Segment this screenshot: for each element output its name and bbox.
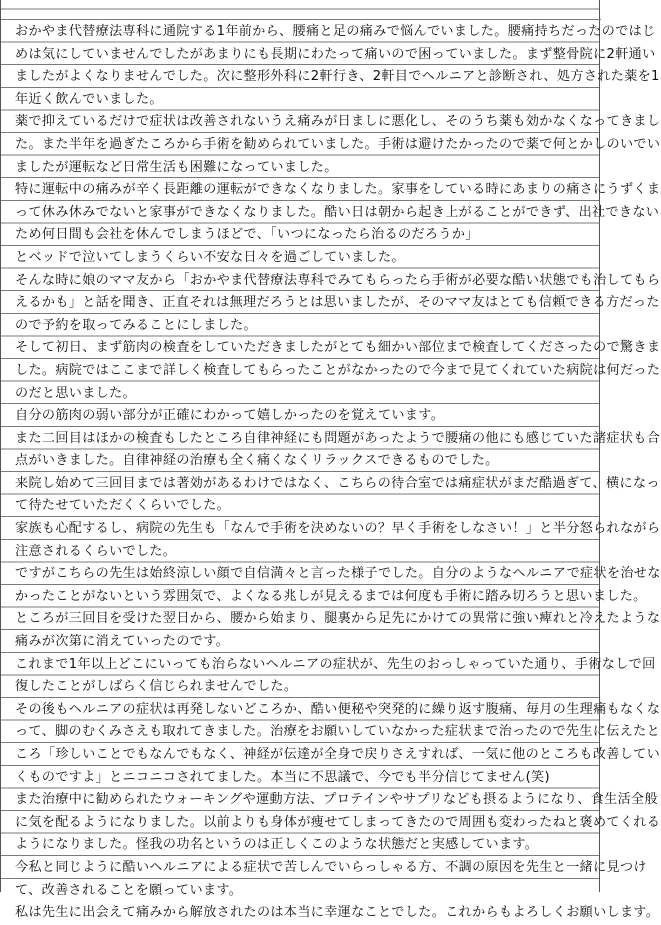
letter-line: めは気にしていませんでしたがあまりにも長期にわたって痛いので困っていました。まず整骨院に2軒通い [15,46,656,62]
letter-line: 注意されるくらいでした。 [15,543,177,559]
letter-line: のだと思いました。 [15,385,136,401]
letter-line: また二回目はほかの検査もしたところ自律神経にも問題があったようで腰痛の他にも感じていた諸症状も合 [15,430,661,446]
letter-line: 自分の筋肉の弱い部分が正確にわかって嬉しかったのを覚えています。 [15,408,445,424]
letter-line: また治療中に勧められたウォーキングや運動方法、プロテインやサプリなども摂るようになり、食生活全般 [15,792,658,808]
letter-line: って休み休みでないと家事ができなくなりました。酷い日は朝から起き上がることができず、出社できない [15,204,660,220]
letter-line: 薬で抑えているだけで症状は改善されないうえ痛みが日ましに悪化し、そのうち薬も効かなくなってきまし [15,114,661,130]
letter-line: えるかも」と話を聞き、正直それは無理だろうとは思いましたが、そのママ友はとても信頼できる方だった [15,295,660,311]
letter-line: ころ「珍しいことでもなんでもなく、神経が伝達が全身で戻りさえすれば、一気に他のところも改善してい [15,747,661,762]
letter-line: て待たせていただくくらいでした。 [15,498,231,514]
letter-line: に気を配るようになりました。以前よりも身体が痩せてしまってきたので周囲も変わったねと褒めてくれる [15,814,661,830]
letter-line: 復したことがしばらく信じられませんでした。 [15,679,298,695]
letter-line: ところが三回目を受けた翌日から、腰から始まり、腿裏から足先にかけての異常に強い痺れと冷えたような [15,611,661,627]
letter-line: ため何日間も会社を休んでしまうほどで、「いつになったら治るのだろうか」 [15,227,479,243]
letter-line: 家族も心配するし、病院の先生も「なんで手術を決めないの？早く手術をしなさい！」と半分怒られながら [15,521,661,537]
letter-line: 来院し始めて三回目までは著効があるわけではなく、こちらの待合室では痛症状がまだ酷過ぎて、横になっ [15,475,660,491]
letter-line: そんな時に娘のママ友から「おかやま代替療法専科でみてもらったら手術が必要な酷い状態でも治してもら [15,272,661,288]
letter-line: これまで1年以上どこにいっても治らないヘルニアの症状が、先生のおっしゃっていた通り、手術なしで回 [15,656,656,672]
letter-line: 私は先生に出会えて痛みから解放されたのは本当に幸運なことでした。これからもよろしくお願いします。 [15,905,660,921]
testimonial-letter [15,19,661,923]
letter-line: とベッドで泣いてしまうくらい不安な日々を過ごしていました。 [15,249,405,265]
letter-line: 特に運転中の痛みが辛く長距離の運転ができなくなりました。家事をしている時にあまりの痛さにうずくま [15,182,661,198]
letter-line: て、改善されることを願っています。 [15,882,243,898]
letter-line: 痛みが次第に消えていったのです。 [15,634,230,650]
letter-line: そして初日、まず筋肉の検査をしていただきましたがとても細かい部位まで検査してくださったので驚きま [15,340,661,356]
letter-line: ましたがよくなりませんでした。次に整形外科に2軒行き、2軒目でヘルニアと診断され、処方された薬を1 [15,69,660,85]
letter-line: 今私と同じように酷いヘルニアによる症状で苦しんでいらっしゃる方、不調の原因を先生と一緒に見つけ [15,859,647,875]
letter-line: ようになりました。怪我の功名というのは正しくこのような状態だと実感しています。 [15,837,539,853]
letter-line: た。また半年を過ぎたころから手術を勧められていました。手術は避けたかったので薬で何とかしのいでい [15,136,661,152]
letter-line: した。病院ではここまで詳しく検査してもらったことがなかったので今まで見てくれていた病院は何だった [15,362,661,378]
letter-line: くものですよ」とニコニコされてました。本当に不思議で、今でも半分信じてません(笑) [15,769,550,785]
letter-line: ましたが運転など日常生活も困難になっていました。 [15,159,338,175]
letter-line: おかやま代替療法専科に通院する1年前から、腰痛と足の痛みで悩んでいました。腰痛持ちだったのではじ [15,24,656,39]
letter-line: その後もヘルニアの症状は再発しないどころか、酷い便秘や突発的に繰り返す腹痛、毎月の生理痛もなくな [15,701,661,717]
letter-line: ので予約を取ってみることにしました。 [15,317,257,333]
letter-line: かったことがないという雰囲気で、よくなる兆しが見えるまでは何度も手術に踏み切ろうと思いました。 [15,588,647,604]
letter-line: って、脚のむくみさえも取れてきました。治療をお願いしていなかった症状まで治ったので先生に伝えたと [15,724,661,740]
letter-line: 年近く飲んでいました。 [15,91,163,107]
letter-line: ですがこちらの先生は始終涼しい顔で自信満々と言った様子でした。自分のようなヘルニアで症状を治せな [15,566,661,582]
letter-line: 点がいきました。自律神経の治療も全く痛くなくリラックスできるものでした。 [15,453,499,469]
